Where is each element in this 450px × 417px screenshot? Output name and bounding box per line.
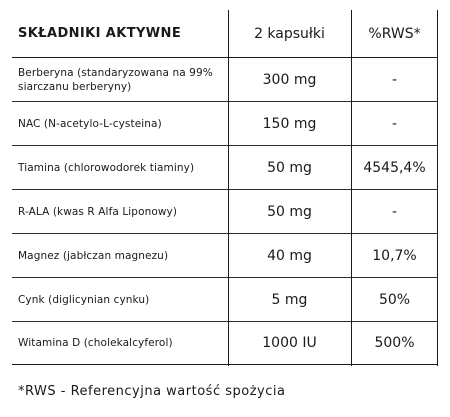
ingredient-rws: 10,7% <box>372 247 417 264</box>
table-row <box>12 102 438 146</box>
ingredient-dose: 150 mg <box>262 115 317 132</box>
rws-cell <box>351 146 438 189</box>
table-row <box>12 234 438 278</box>
ingredient-rws: 4545,4% <box>363 159 426 176</box>
rws-cell <box>351 322 438 364</box>
ingredient-dose: 1000 IU <box>262 335 317 351</box>
header-dose: 2 kapsułki <box>254 25 325 42</box>
ingredient-cell <box>12 102 228 145</box>
ingredient-cell <box>12 322 228 364</box>
ingredient-name: Magnez (jabłczan magnezu) <box>18 249 169 262</box>
ingredient-dose: 50 mg <box>267 203 312 220</box>
header-cell-name <box>12 10 228 57</box>
header-rws: %RWS* <box>368 25 421 42</box>
ingredient-rws: - <box>391 71 398 88</box>
dose-cell <box>228 278 351 321</box>
ingredient-dose: 40 mg <box>267 247 312 264</box>
table-header-row <box>12 10 438 58</box>
ingredient-dose: 5 mg <box>271 291 308 308</box>
table-right-border <box>437 10 438 366</box>
dose-cell <box>228 102 351 145</box>
dose-cell <box>228 234 351 277</box>
header-active-ingredients: SKŁADNIKI AKTYWNE <box>18 26 182 41</box>
ingredient-name: NAC (N-acetylo-L-cysteina) <box>18 117 162 130</box>
table-row <box>12 58 438 102</box>
ingredient-cell <box>12 234 228 277</box>
column-divider-rws <box>351 10 352 366</box>
ingredient-name: Berberyna (standaryzowana na 99% siarczanu berberyny) <box>18 66 213 93</box>
ingredient-dose: 300 mg <box>262 71 317 88</box>
rws-footnote: *RWS - Referencyjna wartość spożycia <box>18 384 286 399</box>
rws-cell <box>351 58 438 101</box>
rws-cell <box>351 278 438 321</box>
ingredient-cell <box>12 190 228 233</box>
ingredient-rws: - <box>391 115 398 132</box>
dose-cell <box>228 190 351 233</box>
ingredient-name: Cynk (diglicynian cynku) <box>18 293 150 306</box>
rws-cell <box>351 234 438 277</box>
column-divider-dose <box>228 10 229 366</box>
header-cell-rws <box>351 10 438 57</box>
table-row <box>12 322 438 365</box>
rws-cell <box>351 102 438 145</box>
header-cell-dose <box>228 10 351 57</box>
ingredient-rws: - <box>391 203 398 220</box>
dose-cell <box>228 322 351 364</box>
nutrition-table <box>12 10 438 366</box>
ingredient-cell <box>12 58 228 101</box>
ingredient-name: Tiamina (chlorowodorek tiaminy) <box>18 161 195 174</box>
table-row <box>12 190 438 234</box>
ingredient-dose: 50 mg <box>267 159 312 176</box>
ingredient-cell <box>12 146 228 189</box>
dose-cell <box>228 58 351 101</box>
ingredient-rws: 500% <box>374 335 415 351</box>
ingredient-name: R-ALA (kwas R Alfa Liponowy) <box>18 205 178 218</box>
dose-cell <box>228 146 351 189</box>
ingredient-rws: 50% <box>378 291 411 308</box>
table-row <box>12 278 438 322</box>
ingredient-cell <box>12 278 228 321</box>
ingredient-name: Witamina D (cholekalcyferol) <box>18 337 173 349</box>
rws-cell <box>351 190 438 233</box>
table-row <box>12 146 438 190</box>
